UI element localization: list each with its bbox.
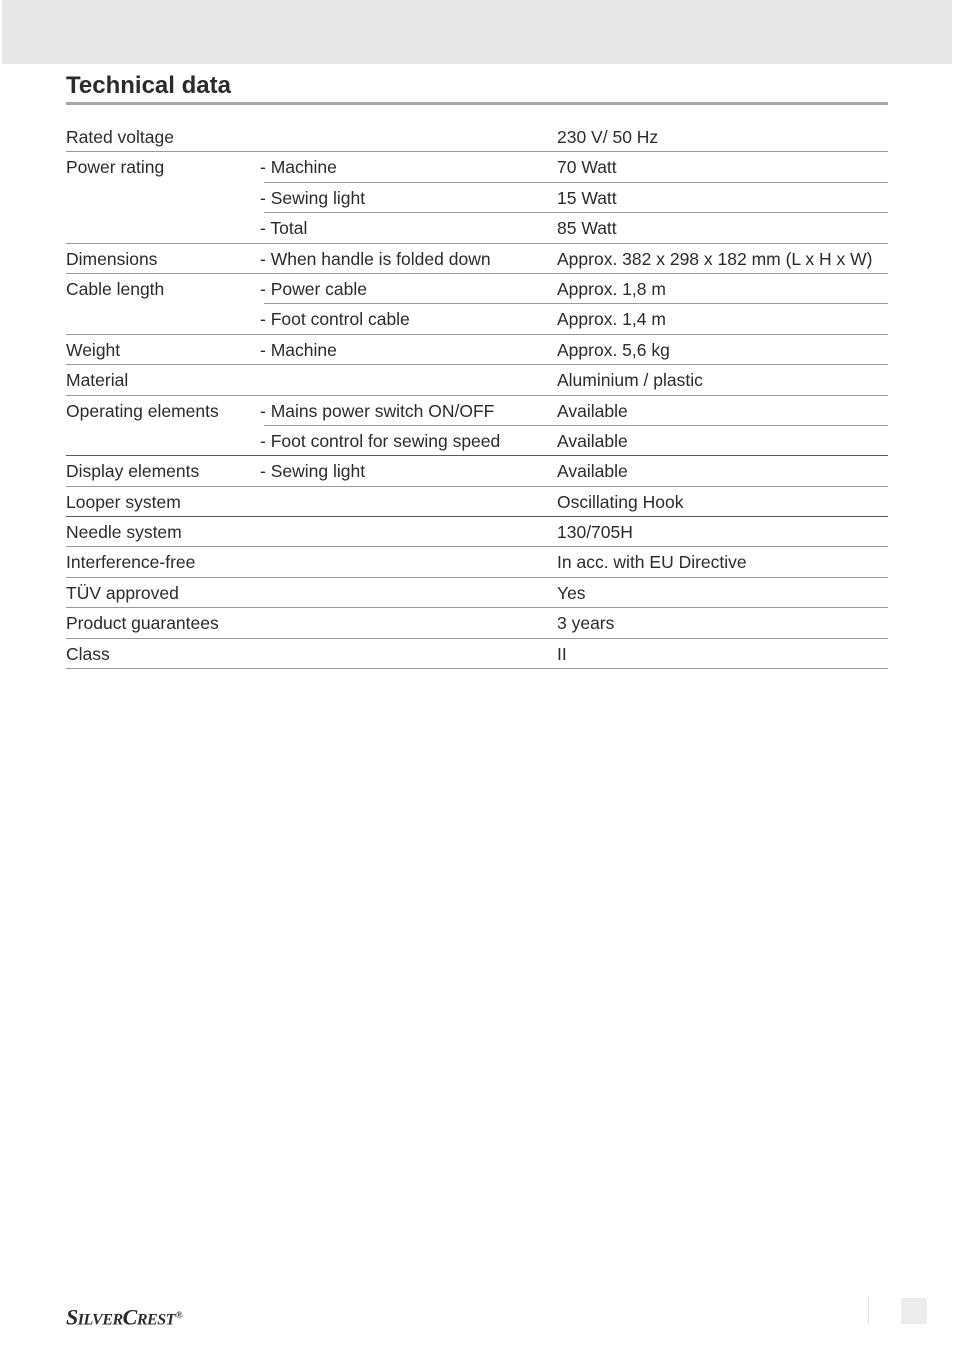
spec-row-cable-power: [66, 274, 888, 304]
spec-label: Interference-free: [66, 552, 196, 573]
spec-row-interference-free: [66, 547, 888, 577]
spec-label: Product guarantees: [66, 613, 219, 634]
spec-value: Available: [557, 400, 628, 421]
spec-value: Approx. 382 x 298 x 182 mm (L x H x W): [557, 248, 873, 269]
spec-row-operating-foot-control: [66, 426, 888, 456]
page-title: Technical data: [66, 72, 231, 99]
spec-row-material: [66, 365, 888, 395]
spec-row-display-elements: [66, 456, 888, 486]
row-divider: [66, 668, 888, 669]
spec-label: Power rating: [66, 157, 165, 178]
page-number-box: [901, 1298, 927, 1324]
footer-divider: [868, 1296, 869, 1324]
spec-label: Material: [66, 370, 129, 391]
spec-row-looper-system: [66, 487, 888, 517]
spec-sub-label: - Mains power switch ON/OFF: [260, 400, 495, 421]
spec-sub-label: - Total: [260, 218, 308, 239]
spec-value: Available: [557, 430, 628, 451]
spec-sub-label: - Machine: [260, 157, 337, 178]
spec-value: Approx. 5,6 kg: [557, 339, 670, 360]
spec-value: 230 V/ 50 Hz: [557, 127, 659, 147]
spec-row-cable-foot-control: [66, 304, 888, 334]
spec-sub-label: - Foot control cable: [260, 309, 410, 330]
spec-sub-label: - Foot control for sewing speed: [260, 430, 501, 451]
spec-label: Operating elements: [66, 400, 219, 421]
spec-sub-label: - Sewing light: [260, 461, 366, 482]
spec-row-power-sewing-light: [66, 183, 888, 213]
spec-label: Looper system: [66, 491, 181, 512]
spec-value: 70 Watt: [557, 157, 617, 178]
spec-sub-label: - Power cable: [260, 278, 367, 299]
spec-value: In acc. with EU Directive: [557, 552, 747, 573]
spec-sub-label: - Sewing light: [260, 187, 366, 208]
logo-letter: S: [66, 1304, 78, 1330]
registered-mark: ®: [175, 1310, 183, 1320]
spec-label: TÜV approved: [66, 582, 179, 603]
spec-label: Needle system: [66, 522, 182, 543]
spec-row-product-guarantees: [66, 608, 888, 638]
spec-value: 85 Watt: [557, 218, 617, 239]
title-rule: [66, 102, 888, 105]
spec-value: II: [557, 643, 567, 664]
logo-letter: C: [122, 1304, 137, 1330]
spec-value: Oscillating Hook: [557, 491, 684, 512]
spec-label: Rated voltage: [66, 127, 174, 147]
spec-label: Weight: [66, 339, 121, 360]
logo-letters: ILVER: [77, 1311, 123, 1329]
spec-row-rated-voltage: [66, 122, 888, 152]
spec-row-needle-system: [66, 517, 888, 547]
spec-value: 15 Watt: [557, 187, 617, 208]
spec-row-power-machine: [66, 152, 888, 182]
spec-row-weight: [66, 335, 888, 365]
spec-value: 3 years: [557, 613, 615, 634]
spec-label: Class: [66, 643, 110, 664]
spec-row-dimensions: [66, 244, 888, 274]
spec-value: Approx. 1,4 m: [557, 309, 666, 330]
spec-value: Aluminium / plastic: [557, 370, 703, 391]
spec-row-operating-switch: [66, 396, 888, 426]
logo-letters: REST: [136, 1311, 175, 1329]
header-band: [2, 0, 952, 64]
spec-label: Display elements: [66, 461, 200, 482]
silvercrest-logo: [66, 1301, 182, 1334]
spec-sub-label: - When handle is folded down: [260, 248, 491, 269]
spec-value: 130/705H: [557, 522, 633, 543]
spec-table: [66, 122, 888, 669]
spec-label: Cable length: [66, 278, 165, 299]
spec-value: Available: [557, 461, 628, 482]
spec-value: Approx. 1,8 m: [557, 278, 666, 299]
spec-row-class: [66, 639, 888, 669]
spec-row-power-total: [66, 213, 888, 243]
spec-value: Yes: [557, 582, 586, 603]
spec-sub-label: - Machine: [260, 339, 337, 360]
spec-label: Dimensions: [66, 248, 158, 269]
spec-row-tuv-approved: [66, 578, 888, 608]
